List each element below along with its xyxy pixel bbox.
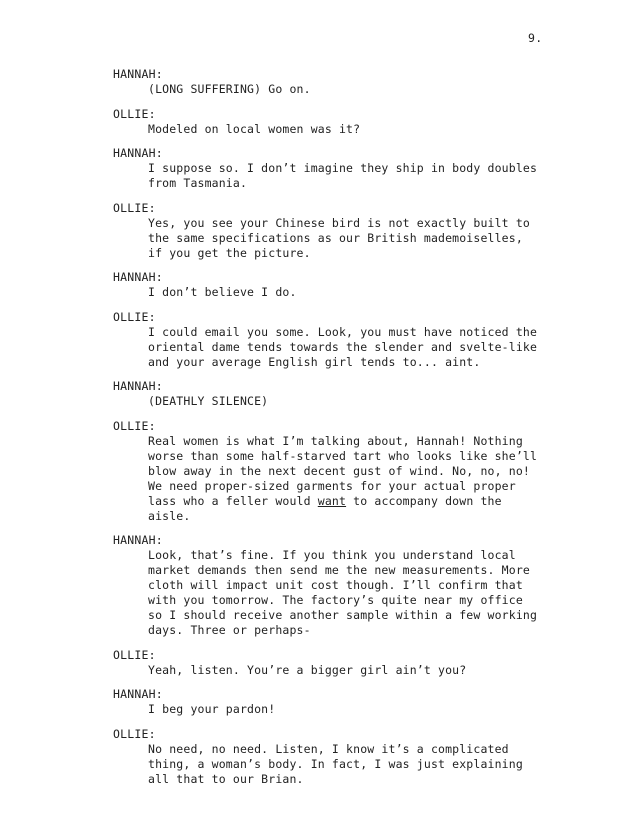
character-name: HANNAH: [113,379,163,393]
dialogue-line: (LONG SUFFERING) Go on. [148,82,311,96]
dialogue-line-with-emphasis [113,494,613,509]
dialogue-block [113,379,613,409]
character-name: HANNAH: [113,270,163,284]
dialogue-line: all that to our Brian. [148,771,304,786]
dialogue-line: days. Three or perhaps- [148,623,311,637]
dialogue-line: Yeah, listen. You’re a bigger girl ain’t you? [148,662,467,677]
dialogue-line: aisle. [148,508,191,523]
dialogue-line: Real women is what I’m talking about, Hannah! Nothing [148,433,523,448]
page-number: 9. [528,31,543,45]
dialogue-line: the same specifications as our British mademoiselles, [148,230,523,245]
character-name: HANNAH: [113,687,163,701]
dialogue-line: thing, a woman’s body. In fact, I was just explaining [148,756,523,771]
character-name: OLLIE: [113,418,156,433]
dialogue-block [113,270,613,300]
dialogue-line: I suppose so. I don’t imagine they ship in body doubles [148,161,538,175]
dialogue-line: market demands then send me the new measurements. More [148,563,530,577]
dialogue-line: oriental dame tends towards the slender and svelte-like [148,339,538,354]
dialogue-line: worse than some half-starved tart who looks like she’ll [148,448,538,463]
line-text: lass who a feller would [148,493,318,508]
character-name: OLLIE: [113,106,156,121]
dialogue-line: We need proper-sized garments for your actual proper [148,478,516,493]
dialogue-block [113,687,613,717]
dialogue-line: from Tasmania. [148,176,248,190]
dialogue-block [113,310,613,370]
dialogue-line: Modeled on local women was it? [148,121,361,136]
dialogue-block [113,727,613,787]
character-name: OLLIE: [113,726,156,741]
character-name: HANNAH: [113,533,163,547]
dialogue-line: and your average English girl tends to... aint. [148,354,481,369]
dialogue-line: so I should receive another sample within a few working [148,608,538,622]
dialogue-block [113,201,613,261]
underlined-word: want [317,493,347,508]
dialogue-line: cloth will impact unit cost though. I’ll confirm that [148,578,523,592]
dialogue-line: if you get the picture. [148,245,311,260]
dialogue-line: (DEATHLY SILENCE) [148,394,269,408]
character-name: OLLIE: [113,647,156,662]
dialogue-block [113,648,613,678]
dialogue-line: I could email you some. Look, you must have noticed the [148,324,538,339]
character-name: OLLIE: [113,200,156,215]
dialogue-line: blow away in the next decent gust of wind. No, no, no! [148,463,530,478]
dialogue-line: I beg your pardon! [148,702,276,716]
dialogue-block [113,419,613,524]
dialogue-line: with you tomorrow. The factory’s quite near my office [148,593,523,607]
dialogue-line: I don’t believe I do. [148,285,297,299]
script-body [113,67,613,796]
line-text: to accompany down the [346,493,502,508]
dialogue-line: Yes, you see your Chinese bird is not exactly built to [148,215,530,230]
dialogue-block [113,67,613,97]
dialogue-line: No need, no need. Listen, I know it’s a complicated [148,741,509,756]
dialogue-line: Look, that’s fine. If you think you understand local [148,548,516,562]
dialogue-block [113,107,613,137]
dialogue-block [113,533,613,638]
character-name: HANNAH: [113,67,163,81]
character-name: OLLIE: [113,309,156,324]
dialogue-block [113,146,613,191]
character-name: HANNAH: [113,146,163,160]
